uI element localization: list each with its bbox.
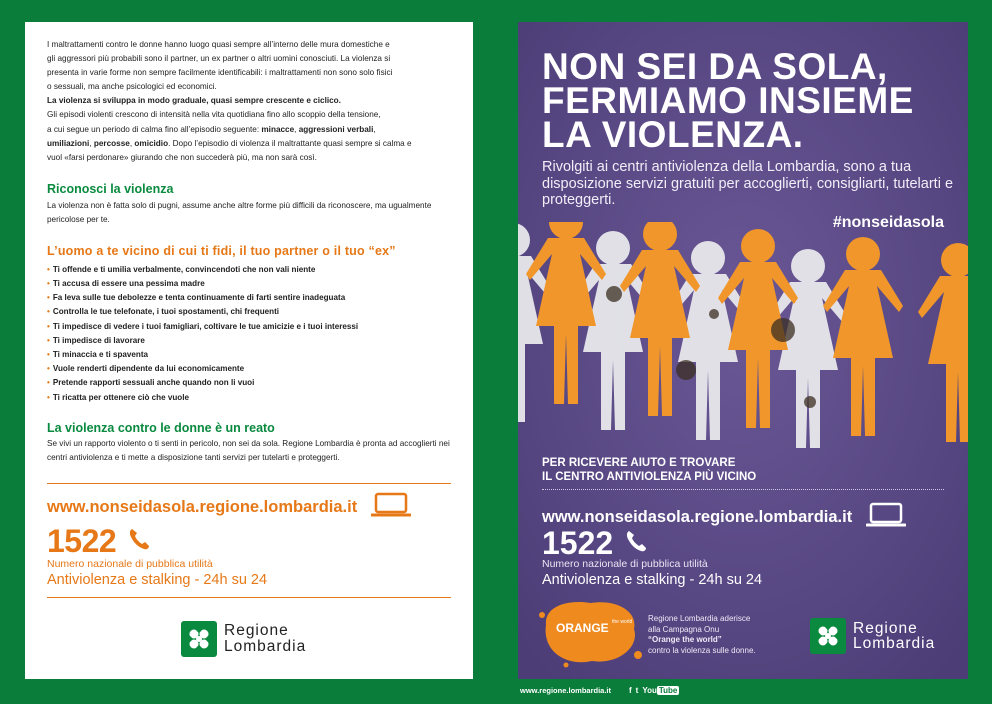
paper-doll-figures — [518, 222, 968, 452]
abuse-list-item: • Ti offende e ti umilia verbalmente, convincendoti che non vali niente — [47, 264, 316, 274]
partner-section — [47, 244, 451, 405]
laptop-icon — [371, 492, 411, 523]
right-panel — [518, 22, 968, 679]
cta-text: PER RICEVERE AIUTO E TROVARE IL CENTRO ANTIVIOLENZA PIÙ VICINO — [542, 457, 757, 483]
intro-line: Gli episodi violenti crescono di intensità nella vita quotidiana fino allo scoppio della tensione, — [47, 110, 381, 120]
phone-row — [47, 523, 451, 560]
phone-number[interactable]: 1522 — [542, 525, 614, 561]
abuse-list-item: • Vuole renderti dipendente da lui economicamente — [47, 364, 245, 374]
bullet-icon: • — [47, 335, 50, 345]
abuse-list-item: • Pretende rapporti sessuali anche quando non li vuoi — [47, 378, 255, 388]
campaign-text: Regione Lombardia aderisce alla Campagna Onu “Orange the world” contro la violenza sulle donne. — [648, 614, 756, 655]
regione-logo-icon — [810, 618, 846, 654]
website-link[interactable]: www.nonseidasola.regione.lombardia.it — [47, 497, 358, 516]
partner-title: L’uomo a te vicino di cui ti fidi, il tuo partner o il tuo “ex” — [47, 243, 396, 258]
bullet-icon: • — [47, 293, 50, 303]
headline: NON SEI DA SOLA, FERMIAMO INSIEME LA VIOLENZA. — [542, 46, 914, 155]
regione-logo-text: Regione Lombardia — [853, 619, 936, 652]
intro-line: vuol «farsi perdonare» giurando che non succederà più, ma non sarà così. — [47, 152, 317, 162]
abuse-list-item: • Ti accusa di essere una pessima madre — [47, 279, 205, 289]
hashtag: #nonseidasola — [832, 214, 944, 231]
bullet-icon: • — [47, 264, 50, 274]
website-link[interactable]: www.nonseidasola.regione.lombardia.it — [542, 508, 853, 526]
intro-line: presenta in varie forme non sempre facilmente identificabili: i maltrattamenti non sono solo fisici — [47, 68, 393, 78]
abuse-list — [47, 263, 451, 405]
regione-logo — [810, 618, 935, 654]
divider — [47, 597, 451, 598]
bullet-icon: • — [47, 279, 50, 289]
phone-service: Antiviolenza e stalking - 24h su 24 — [542, 572, 763, 588]
dotted-divider — [542, 489, 944, 490]
facebook-icon[interactable]: f — [629, 686, 632, 695]
twitter-icon[interactable]: t — [635, 686, 639, 695]
phone-subtitle: Numero nazionale di pubblica utilità — [47, 557, 213, 570]
abuse-list-item: • Ti impedisce di vedere i tuoi famigliari, coltivare le tue amicizie e i tuoi interessi — [47, 321, 359, 331]
recognize-title: Riconosci la violenza — [47, 181, 174, 196]
bullet-icon: • — [47, 392, 50, 402]
social-links — [629, 686, 679, 695]
intro-line: I maltrattamenti contro le donne hanno luogo quasi sempre all’interno delle mura domestiche e — [47, 40, 390, 49]
phone-icon — [625, 529, 647, 558]
abuse-list-item: • Ti minaccia e ti spaventa — [47, 350, 149, 360]
phone-row — [542, 525, 647, 562]
footer-website-link[interactable]: www.regione.lombardia.it — [520, 686, 611, 695]
bullet-icon: • — [47, 321, 50, 331]
subheadline: Rivolgiti ai centri antiviolenza della Lombardia, sono a tua disposizione servizi gratuiti per accoglierti, consigliarti, tutelarti e proteggerti. — [542, 159, 954, 208]
abuse-list-item: • Controlla le tue telefonate, i tuoi spostamenti, chi frequenti — [47, 307, 280, 317]
bullet-icon: • — [47, 378, 50, 388]
left-panel — [25, 22, 473, 679]
intro-line: o sessuali, ma anche psicologici ed economici. — [47, 82, 217, 92]
intro-text — [47, 38, 451, 165]
footer — [520, 686, 679, 695]
recognize-section — [47, 182, 451, 227]
divider — [47, 483, 451, 484]
url-row — [47, 492, 451, 523]
regione-logo — [181, 621, 451, 657]
bullet-icon: • — [47, 364, 50, 374]
regione-logo-icon — [181, 621, 217, 657]
bullet-icon: • — [47, 307, 50, 317]
phone-service: Antiviolenza e stalking - 24h su 24 — [47, 571, 268, 588]
recognize-text: La violenza non è fatta solo di pugni, assume anche altre forme più difficili da riconoscere, ma ugualmente pericolose per te. — [47, 200, 432, 224]
abuse-list-item: • Fa leva sulle tue debolezze e tenta continuamente di farti sentire inadeguata — [47, 293, 346, 303]
phone-number[interactable]: 1522 — [47, 522, 117, 559]
youtube-icon[interactable]: You Tube — [642, 686, 678, 695]
crime-title: La violenza contro le donne è un reato — [47, 420, 275, 435]
abuse-list-item: • Ti impedisce di lavorare — [47, 335, 145, 345]
intro-line: umiliazioni, percosse, omicidio. Dopo l’episodio di violenza il maltrattante quasi sempre si calma e — [47, 138, 412, 148]
laptop-icon — [866, 502, 906, 533]
bullet-icon: • — [47, 350, 50, 360]
phone-icon — [128, 527, 150, 556]
intro-line: gli aggressori più probabili sono il partner, un ex partner o altri uomini conosciuti. La violenza si — [47, 54, 391, 64]
crime-text: Se vivi un rapporto violento o ti senti in pericolo, non sei da sola. Regione Lombardia è pronta ad accoglierti nei centri antiviolenza e ti mette a disposizione tanti servizi per tutelarti e proteggerti. — [47, 438, 450, 462]
crime-section — [47, 421, 451, 465]
intro-line: a cui segue un periodo di calma fino all’episodio seguente: minacce, aggressioni verbali, — [47, 124, 376, 134]
regione-logo-text: Regione Lombardia — [224, 622, 307, 655]
intro-bold-line: La violenza si sviluppa in modo graduale, quasi sempre crescente e ciclico. — [47, 96, 341, 106]
orange-the-world-logo: ORANGE the world — [536, 595, 646, 676]
phone-subtitle: Numero nazionale di pubblica utilità — [542, 558, 708, 570]
abuse-list-item: • Ti ricatta per ottenere ciò che vuole — [47, 392, 189, 402]
